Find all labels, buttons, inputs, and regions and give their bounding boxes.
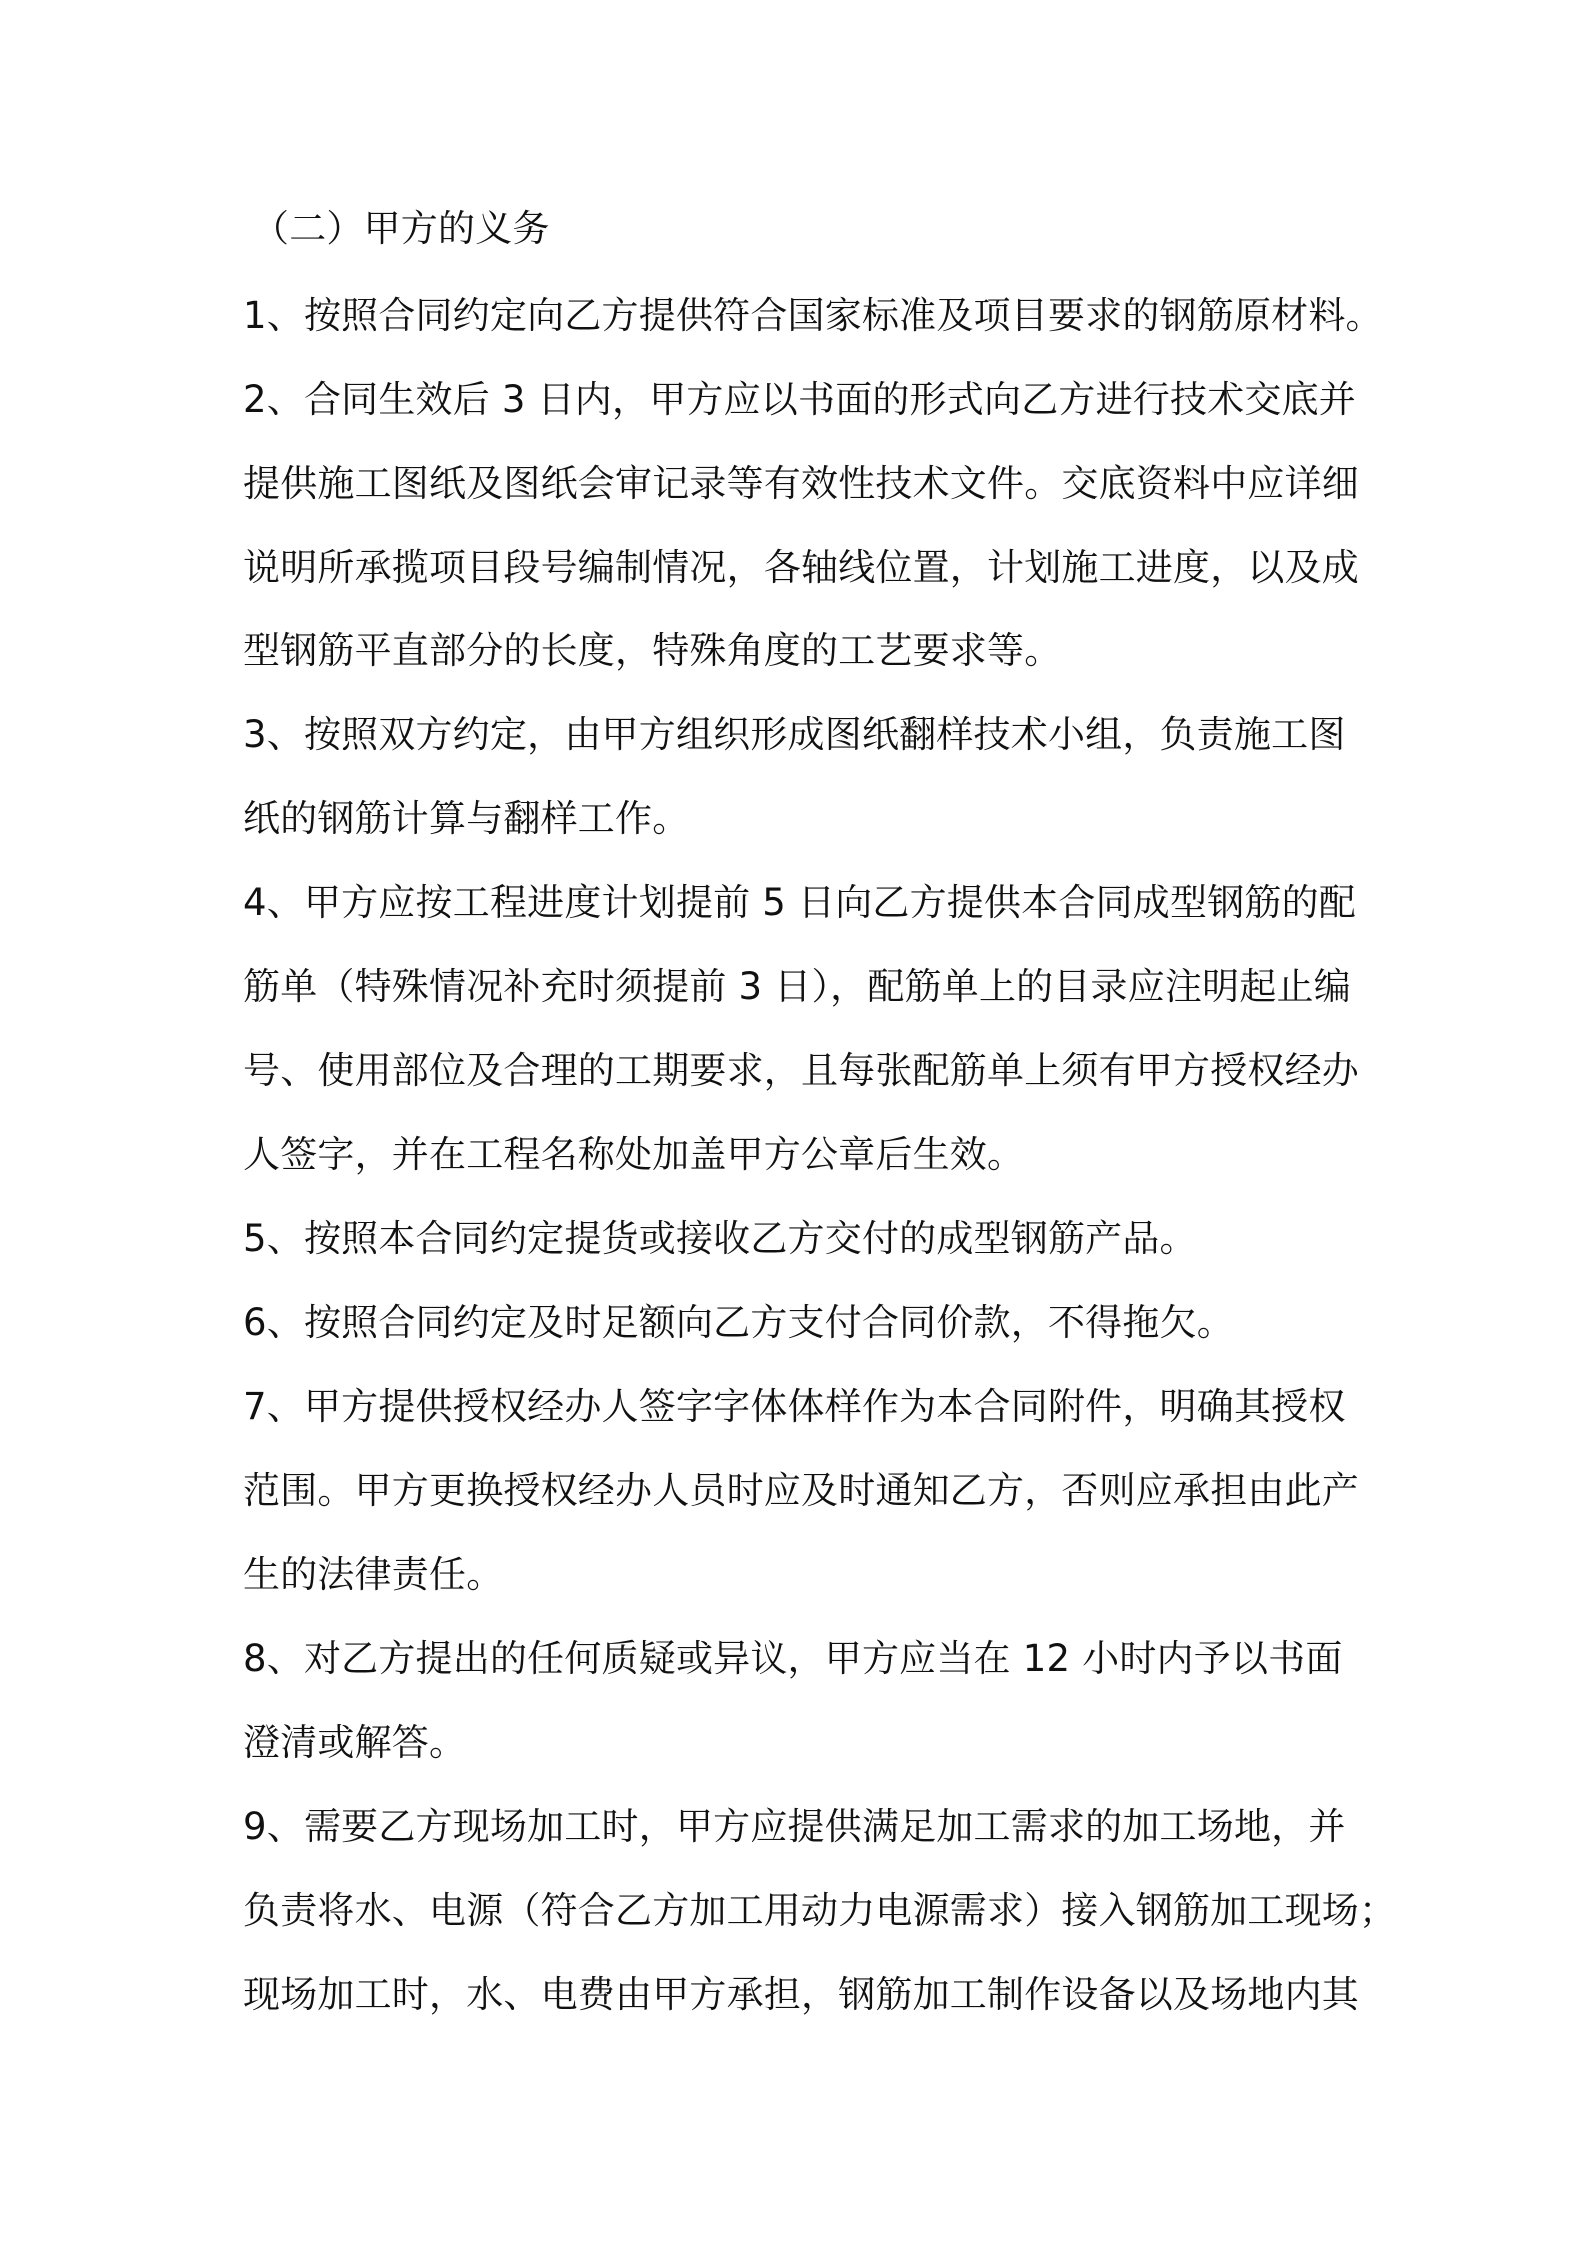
text-line: 5、按照本合同约定提货或接收乙方交付的成型钢筋产品。	[243, 1217, 1197, 1260]
text-line: 澄清或解答。	[243, 1721, 467, 1764]
text-line: 号、使用部位及合理的工期要求，且每张配筋单上须有甲方授权经办	[243, 1049, 1359, 1092]
text-line: 现场加工时，水、电费由甲方承担，钢筋加工制作设备以及场地内其	[243, 1973, 1359, 2016]
text-line: 2、合同生效后 3 日内，甲方应以书面的形式向乙方进行技术交底并	[243, 378, 1357, 421]
text-line: 型钢筋平直部分的长度，特殊角度的工艺要求等。	[243, 629, 1062, 672]
text-line: 负责将水、电源（符合乙方加工用动力电源需求）接入钢筋加工现场；	[243, 1889, 1397, 1932]
text-line: 生的法律责任。	[243, 1553, 504, 1596]
text-line: 筋单（特殊情况补充时须提前 3 日），配筋单上的目录应注明起止编	[243, 965, 1351, 1008]
text-line: 3、按照双方约定，由甲方组织形成图纸翻样技术小组，负责施工图	[243, 713, 1346, 756]
text-line: 6、按照合同约定及时足额向乙方支付合同价款，不得拖欠。	[243, 1301, 1234, 1344]
text-line: 范围。甲方更换授权经办人员时应及时通知乙方，否则应承担由此产	[243, 1469, 1359, 1512]
text-line: 说明所承揽项目段号编制情况，各轴线位置，计划施工进度，以及成	[243, 546, 1359, 589]
text-line: 1、按照合同约定向乙方提供符合国家标准及项目要求的钢筋原材料。	[243, 294, 1383, 337]
text-line: 提供施工图纸及图纸会审记录等有效性技术文件。交底资料中应详细	[243, 462, 1359, 505]
text-line: 4、甲方应按工程进度计划提前 5 日向乙方提供本合同成型钢筋的配	[243, 881, 1357, 924]
text-line: 7、甲方提供授权经办人签字字体体样作为本合同附件，明确其授权	[243, 1385, 1346, 1428]
text-line: 9、需要乙方现场加工时，甲方应提供满足加工需求的加工场地，并	[243, 1805, 1346, 1848]
section-title: （二）甲方的义务	[252, 207, 550, 250]
text-line: 纸的钢筋计算与翻样工作。	[243, 797, 690, 840]
text-line: 8、对乙方提出的任何质疑或异议，甲方应当在 12 小时内予以书面	[243, 1637, 1343, 1680]
text-line: 人签字，并在工程名称处加盖甲方公章后生效。	[243, 1133, 1025, 1176]
